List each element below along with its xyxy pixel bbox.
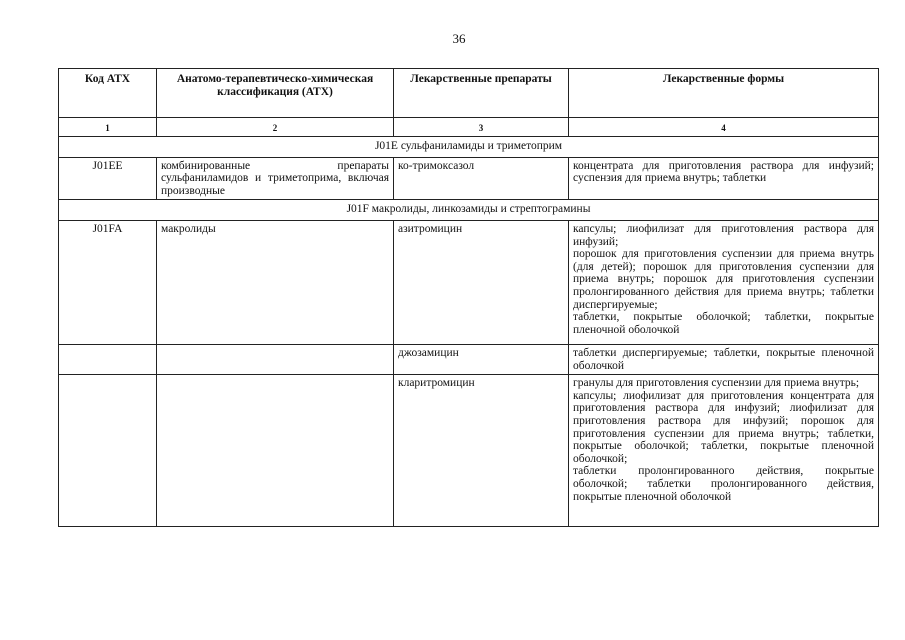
dosage-forms (569, 344, 879, 374)
header-classification: Анатомо-терапевтическо-химическая классификация (АТХ) (157, 69, 394, 118)
section-title: J01E сульфаниламиды и триметоприм (59, 137, 879, 158)
column-number: 3 (394, 118, 569, 137)
dosage-form-line: таблетки пролонгированного действия, покрытые оболочкой; таблетки пролонгированного действия, покрытые пленочной оболочкой (573, 465, 874, 503)
section-title: J01F макролиды, линкозамиды и стрептограмины (59, 200, 879, 221)
dosage-form-line: капсулы; лиофилизат для приготовления раствора для инфузий; (573, 222, 874, 248)
table-header-row (59, 69, 879, 118)
section-row (59, 137, 879, 158)
dosage-form-line: таблетки, покрытые оболочкой; таблетки, покрытые пленочной оболочкой (573, 311, 874, 336)
dosage-forms (569, 220, 879, 344)
header-atc-code: Код АТХ (59, 69, 157, 118)
drug-name: азитромицин (394, 220, 569, 344)
table-row (59, 375, 879, 527)
column-number: 2 (157, 118, 394, 137)
page-number: 36 (452, 31, 466, 46)
table-row (59, 220, 879, 344)
column-number-row (59, 118, 879, 137)
dosage-form-line: концентрата для приготовления раствора для инфузий; суспензия для приема внутрь; таблетки (573, 159, 874, 185)
atc-code: J01EE (59, 157, 157, 200)
table-row (59, 157, 879, 200)
drug-table (58, 68, 879, 527)
drug-name: джозамицин (394, 344, 569, 374)
dosage-form-line: порошок для приготовления суспензии для приема внутрь (для детей); порошок для приготовления суспензии для приема внутрь; порошок для приготовления суспензии пролонгированного действия для приема внутрь; таблетки диспергируемые; (573, 248, 874, 311)
dosage-form-line: гранулы для приготовления суспензии для приема внутрь; (573, 377, 860, 390)
atc-code (59, 375, 157, 527)
dosage-forms (569, 375, 879, 527)
column-number: 4 (569, 118, 879, 137)
classification (157, 344, 394, 374)
atc-code (59, 344, 157, 374)
column-number: 1 (59, 118, 157, 137)
classification: комбинированные препараты сульфаниламидов и триметоприма, включая производные (157, 157, 394, 200)
classification: макролиды (157, 220, 394, 344)
drug-name: ко-тримоксазол (394, 157, 569, 200)
classification (157, 375, 394, 527)
dosage-form-line: таблетки диспергируемые; таблетки, покрытые пленочной оболочкой (573, 346, 874, 372)
header-forms: Лекарственные формы (569, 69, 879, 118)
section-row (59, 200, 879, 221)
drug-name: кларитромицин (394, 375, 569, 527)
header-drugs: Лекарственные препараты (394, 69, 569, 118)
dosage-forms (569, 157, 879, 200)
atc-code: J01FA (59, 220, 157, 344)
dosage-form-line: капсулы; лиофилизат для приготовления концентрата для приготовления раствора для инфузий; лиофилизат для приготовления раствора для инфузий; порошок для приготовления суспензии для приема внутрь; таблетки, покрытые оболочкой; таблетки, покрытые пленочной оболочкой; (573, 389, 874, 465)
table-row (59, 344, 879, 374)
